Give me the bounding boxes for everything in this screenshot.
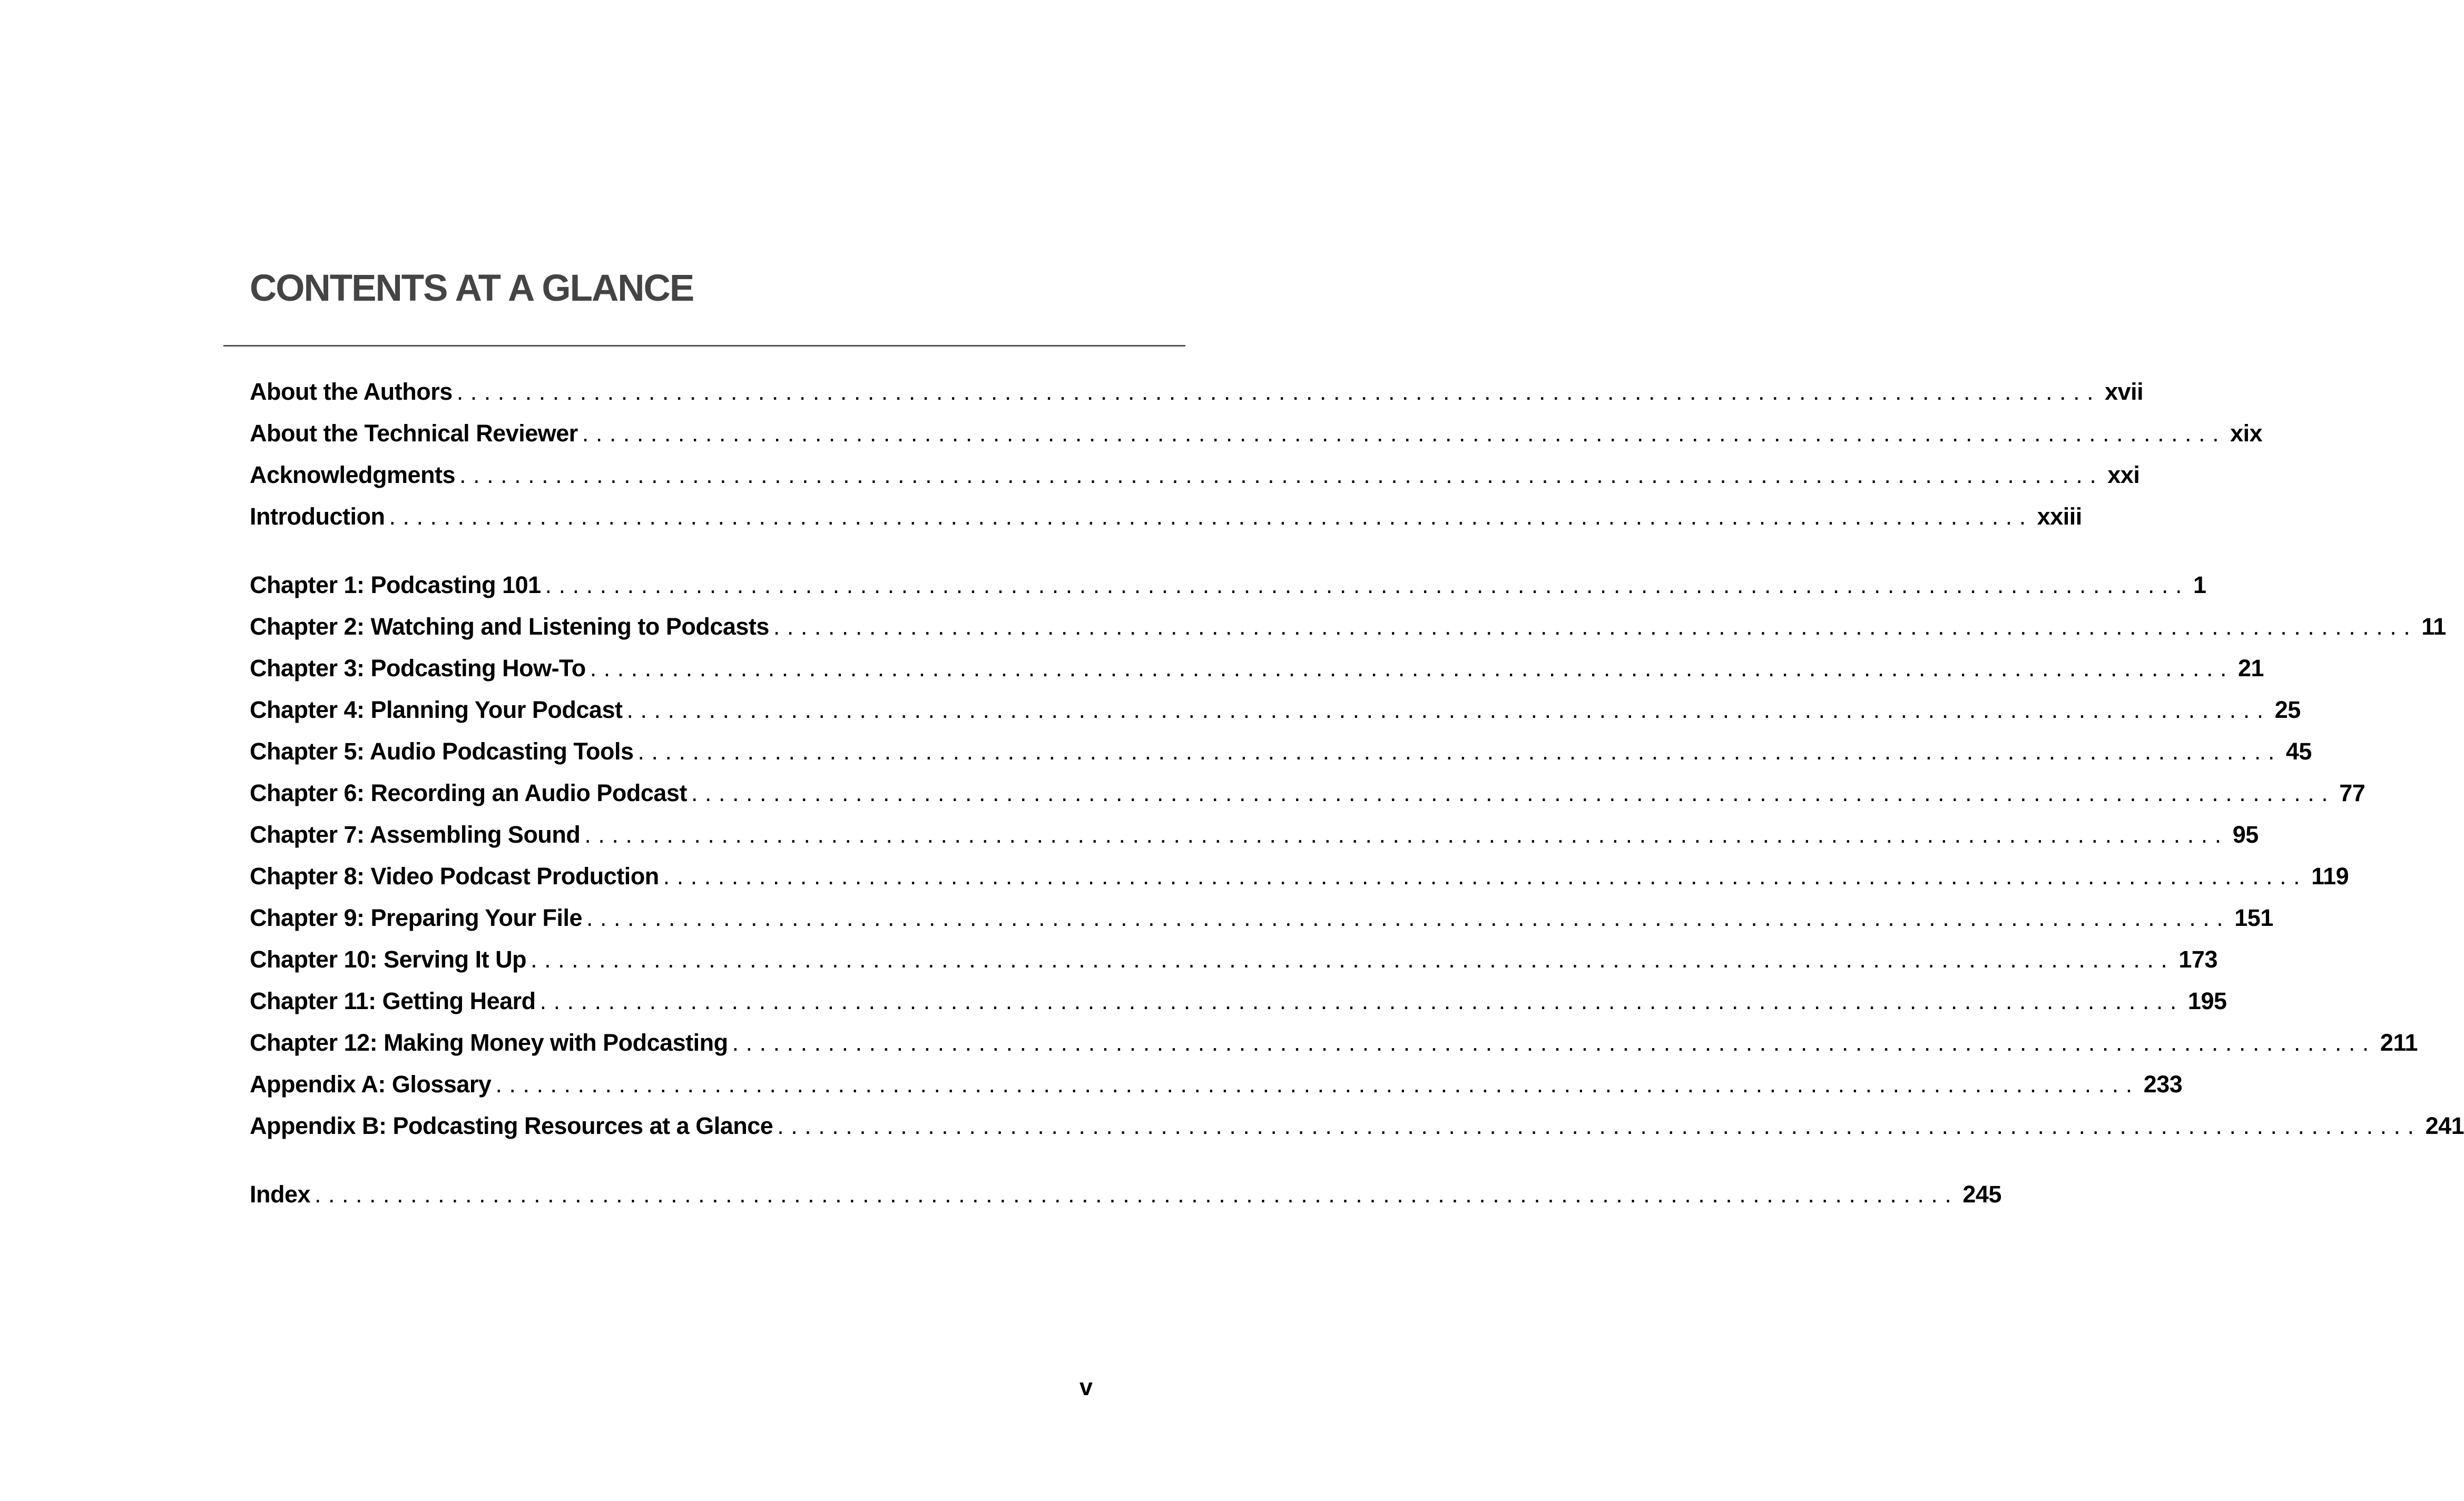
dot-leader: ........................................................................................................................	[773, 613, 2418, 640]
toc-entry-page-number: 245	[1962, 1181, 2001, 1208]
toc-entry[interactable]	[250, 1029, 2418, 1071]
dot-leader: ........................................................................................................................	[586, 904, 2231, 931]
toc-back-matter	[250, 1181, 2001, 1222]
dot-leader: ........................................................................................................................	[315, 1181, 1959, 1208]
toc-entry-page-number: 11	[2421, 613, 2446, 640]
toc-entry-page-number: 119	[2311, 863, 2349, 890]
toc-entry-page-number: 95	[2232, 821, 2259, 848]
toc-entry-title: Chapter 2: Watching and Listening to Podcasts	[250, 613, 769, 640]
toc-entry-title: Chapter 7: Assembling Sound	[250, 821, 581, 848]
title-divider	[223, 345, 1185, 347]
toc-entry[interactable]	[250, 779, 2365, 821]
dot-leader: ........................................................................................................................	[663, 863, 2308, 890]
toc-entry-page-number: 21	[2237, 655, 2264, 682]
toc-entry-title: Chapter 11: Getting Heard	[250, 987, 536, 1014]
dot-leader: ........................................................................................................................	[590, 655, 2234, 682]
toc-entry[interactable]	[250, 821, 2259, 863]
toc-entry-title: Introduction	[250, 503, 385, 530]
dot-leader: ........................................................................................................................	[582, 420, 2226, 447]
toc-entry[interactable]	[250, 613, 2446, 655]
dot-leader: ........................................................................................................................	[732, 1029, 2376, 1056]
toc-entry[interactable]	[250, 1071, 2183, 1112]
toc-entry-title: Chapter 9: Preparing Your File	[250, 904, 582, 931]
dot-leader: ........................................................................................................................	[691, 779, 2335, 806]
dot-leader: ........................................................................................................................	[495, 1071, 2139, 1098]
toc-entry-title: Acknowledgments	[250, 461, 456, 488]
toc-entry-title: Chapter 4: Planning Your Podcast	[250, 696, 623, 723]
toc-entry[interactable]	[250, 378, 2144, 420]
toc-entry-title: Chapter 5: Audio Podcasting Tools	[250, 738, 634, 765]
toc-front-matter	[250, 378, 2263, 545]
toc-entry-title: Index	[250, 1181, 311, 1208]
toc-entry-title: Chapter 3: Podcasting How-To	[250, 655, 586, 682]
toc-entry-title: About the Technical Reviewer	[250, 420, 578, 447]
toc-chapters	[250, 571, 2464, 1154]
toc-entry[interactable]	[250, 696, 2301, 738]
toc-entry-page-number: xvii	[2105, 378, 2144, 405]
dot-leader: ........................................................................................................................	[777, 1112, 2421, 1139]
page-title: CONTENTS AT A GLANCE	[250, 268, 694, 309]
dot-leader: ........................................................................................................................	[539, 987, 2184, 1014]
toc-entry-title: Chapter 1: Podcasting 101	[250, 571, 541, 598]
toc-entry-title: Chapter 12: Making Money with Podcasting	[250, 1029, 728, 1056]
dot-leader: ........................................................................................................................	[459, 461, 2104, 488]
toc-entry[interactable]	[250, 503, 2082, 545]
page-number: v	[1079, 1374, 1093, 1400]
dot-leader: ........................................................................................................................	[456, 378, 2101, 405]
dot-leader: ........................................................................................................................	[626, 696, 2271, 723]
toc-entry[interactable]	[250, 863, 2349, 904]
toc-entry-page-number: 233	[2143, 1071, 2183, 1098]
toc-entry-title: Chapter 10: Serving It Up	[250, 946, 527, 973]
toc-entry-page-number: 241	[2425, 1112, 2464, 1139]
toc-entry-page-number: 45	[2285, 738, 2312, 765]
toc-entry-page-number: 211	[2380, 1029, 2418, 1056]
toc-entry-page-number: 77	[2339, 779, 2365, 806]
toc-entry[interactable]	[250, 1112, 2464, 1154]
dot-leader: ........................................................................................................................	[389, 503, 2033, 530]
toc-entry-page-number: 1	[2193, 571, 2206, 598]
toc-entry-page-number: xix	[2230, 420, 2263, 447]
dot-leader: ........................................................................................................................	[584, 821, 2229, 848]
dot-leader: ........................................................................................................................	[637, 738, 2282, 765]
toc-entry-title: Chapter 6: Recording an Audio Podcast	[250, 779, 687, 806]
toc-entry[interactable]	[250, 420, 2263, 461]
toc-entry-page-number: xxi	[2107, 461, 2140, 488]
toc-entry-title: Chapter 8: Video Podcast Production	[250, 863, 659, 890]
toc-entry[interactable]	[250, 904, 2273, 946]
toc-entry-page-number: 25	[2274, 696, 2301, 723]
toc-entry[interactable]	[250, 946, 2217, 987]
toc-entry-title: Appendix B: Podcasting Resources at a Glance	[250, 1112, 773, 1139]
toc-entry-page-number: 195	[2187, 987, 2227, 1014]
toc-entry[interactable]	[250, 1181, 2001, 1222]
dot-leader: ........................................................................................................................	[545, 571, 2189, 598]
toc-entry-title: About the Authors	[250, 378, 453, 405]
toc-entry-page-number: 173	[2178, 946, 2217, 973]
toc-entry[interactable]	[250, 987, 2227, 1029]
toc-entry[interactable]	[250, 461, 2140, 503]
toc-entry[interactable]	[250, 571, 2206, 613]
toc-entry[interactable]	[250, 655, 2264, 696]
dot-leader: ........................................................................................................................	[531, 946, 2175, 973]
toc-entry-page-number: xxiii	[2037, 503, 2082, 530]
toc-entry-page-number: 151	[2234, 904, 2273, 931]
toc-entry[interactable]	[250, 738, 2312, 779]
toc-entry-title: Appendix A: Glossary	[250, 1071, 492, 1098]
